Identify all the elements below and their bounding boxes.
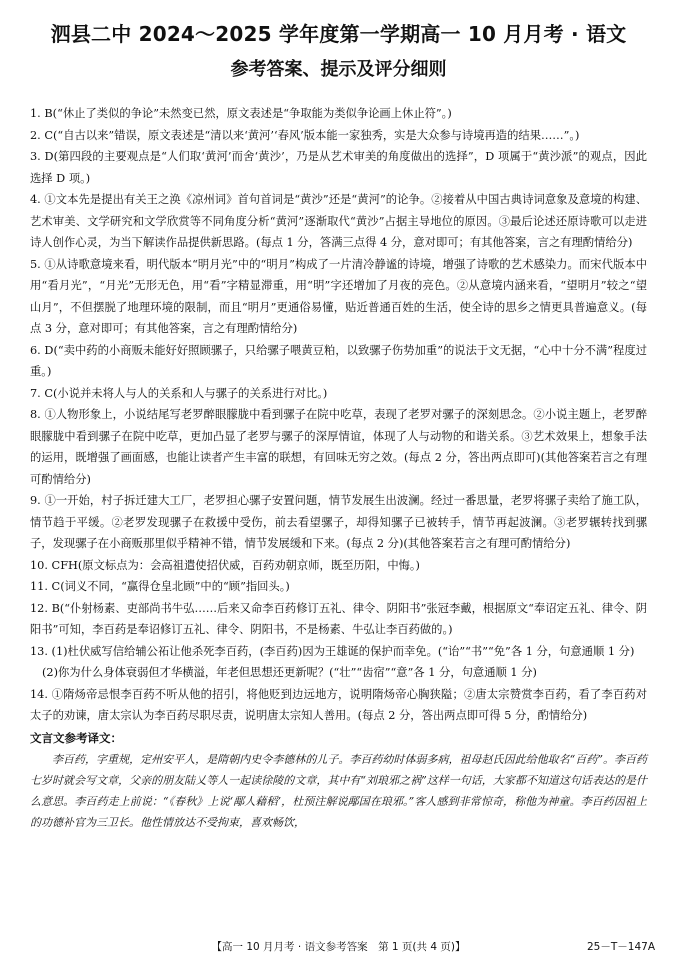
- page-title: 泗县二中 2024～2025 学年度第一学期高一 10 月月考 · 语文: [50, 22, 627, 46]
- footer-exam-code: 25－T－147A: [587, 941, 655, 953]
- answer-item-14: 14. ①隋炀帝忌恨李百药不听从他的招引，将他贬到边远地方，说明隋炀帝心胸狭隘；②唐太宗赞赏李百药，看了李百药对太子的劝谏，唐太宗认为李百药尽职尽责，说明唐太宗知人善用。(每点 2 分，答出两点即可得 5 分，酌情给分): [30, 687, 647, 722]
- answer-item-2: 2. C(“自古以来”错误，原文表述是“清以来‘黄河’‘春风’版本能一家独秀，实是大众参与诗境再造的结果……”。): [30, 128, 580, 142]
- answer-item-9: 9. ①一开始，村子拆迁建大工厂，老罗担心骡子安置问题，情节发展生出波澜。经过一番思量，老罗将骡子卖给了施工队，情节趋于平缓。②老罗发现骡子在救援中受伤，前去看望骡子，却得知骡子已被转手，情节再起波澜。③老罗辗转找到骡子，发现骡子在小商贩那里似乎精神不错，情节发展缓和下来。(每点 2 分)(其他答案若言之有理可酌情给分): [30, 494, 647, 550]
- answer-item-7: 7. C(小说并未将人与人的关系和人与骡子的关系进行对比。): [30, 386, 328, 400]
- page-subtitle: 参考答案、提示及评分细则: [230, 59, 447, 80]
- answer-list: [30, 103, 647, 727]
- translation-heading: 文言文参考译文：: [30, 730, 122, 745]
- answer-item-10: 10. CFH(原文标点为：会高祖遣使招伏威，百药劝朝京师，既至历阳，中悔。): [30, 558, 420, 572]
- page-footer: [0, 939, 677, 954]
- answer-item-12: 12. B(“仆射杨素、吏部尚书牛弘……后来又命李百药修订五礼、律令、阴阳书”张冠李戴，根据原文“奉诏定五礼、律令、阴阳书”可知，李百药是奉诏修订五礼、律令、阴阳书，不是杨素、牛弘让李百药做的。): [30, 601, 647, 636]
- answer-item-6: 6. D(“卖中药的小商贩未能好好照顾骡子，只给骡子喂黄豆粕，以致骡子伤势加重”的说法于文无据，“心中十分不满”程度过重。): [30, 343, 647, 378]
- answer-item-1: 1. B(“休止了类似的争论”未然变已然，原文表述是“争取能为类似争论画上休止符”。): [30, 107, 452, 120]
- translation-text: 李百药，字重规，定州安平人，是隋朝内史令李德林的儿子。李百药幼时体弱多病，祖母赵氏因此给他取名“百药”。李百药七岁时就会写文章，父亲的朋友陆乂等人一起读徐陵的文章，其中有“刘琅邪之祸”这样一句话，大家都不知道这句话表达的是什么意思。李百药走上前说：“《春秋》上说‘鄅人藉稻’，杜预注解说鄅国在琅邪。”客人感到非常惊奇，称他为神童。李百药因祖上的功德补官为三卫长。他性情放达不受拘束，喜欢畅饮，: [30, 752, 647, 829]
- answer-item-11: 11. C(词义不同，“赢得仓皇北顾”中的“顾”指回头。): [30, 580, 290, 593]
- footer-page-info: 【高一 10 月月考 · 语文参考答案 第 1 页(共 4 页)】: [211, 941, 466, 953]
- answer-item-8: 8. ①人物形象上，小说结尾写老罗醉眼朦胧中看到骡子在院中吃草，表现了老罗对骡子的深刻思念。②小说主题上，老罗醉眼朦胧中看到骡子在院中吃草，更加凸显了老罗与骡子的深厚情谊，体现了人与动物的和谐关系。③艺术效果上，想象手法的运用，既增强了画面感，也能让读者产生丰富的联想，有回味无穷之效。(每点 2 分，答出两点即可)(其他答案若言之有理可酌情给分): [30, 408, 647, 486]
- answer-item-13-part-2: (2)你为什么身体衰弱但才华横溢，年老但思想还更新呢？(“壮”“齿宿”“意”各 1 分，句意通顺 1 分): [42, 666, 537, 679]
- answer-item-13: 13. (1)杜伏威写信给辅公祏让他杀死李百药，(李百药)因为王雄诞的保护而幸免。(“诒”“书”“免”各 1 分，句意通顺 1 分): [30, 644, 635, 658]
- answer-item-3: 3. D(第四段的主要观点是“人们取‘黄河’而舍‘黄沙’，乃是从艺术审美的角度做出的选择”，D 项属于“黄沙派”的观点，因此选择 D 项。): [30, 150, 647, 185]
- answer-item-5: 5. ①从诗歌意境来看，明代版本“明月光”中的“明月”构成了一片清冷静谧的诗境，增强了诗歌的艺术感染力。而宋代版本中用“看月光”，“月光”无形无色，用“看”字精显滞重，用“明”字还增加了月夜的亮色。②从意境内涵来看，“望明月”较之“望山月”，不但摆脱了地理环境的限制，而且“明月”更通俗易懂，贴近普通百姓的生活，使全诗的思乡之情更具普遍意义。(每点 3 分，意对即可；有其他答案，言之有理酌情给分): [30, 257, 647, 335]
- answer-item-4: 4. ①文本先是提出有关王之涣《凉州词》首句首词是“黄沙”还是“黄河”的论争。②接着从中国古典诗词意象及意境的构建、艺术审美、文学研究和文学欣赏等不同角度分析“黄河”逐渐取代“黄沙”占据主导地位的原因。③最后论述还原诗歌可以走进诗人创作心灵，为当下解读作品提供新思路。(每点 1 分，答满三点得 4 分，意对即可；有其他答案，言之有理酌情给分): [30, 193, 647, 249]
